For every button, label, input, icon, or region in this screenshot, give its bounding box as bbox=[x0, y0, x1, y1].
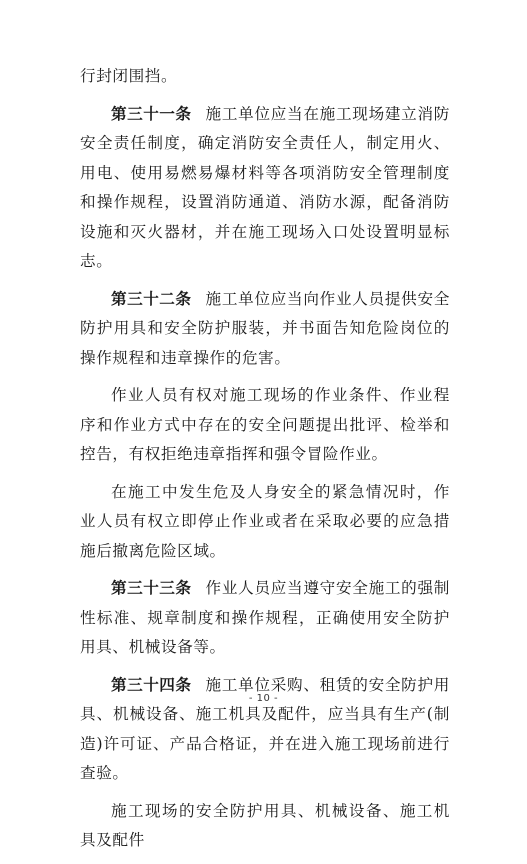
article-32 bbox=[80, 285, 450, 374]
article-31 bbox=[80, 100, 450, 277]
paragraph-text: 作业人员有权对施工现场的作业条件、作业程序和作业方式中存在的安全问题提出批评、检举和控告，有权拒绝违章指挥和强令冒险作业。 bbox=[80, 386, 450, 463]
paragraph-text: 施工现场的安全防护用具、机械设备、施工机具及配件 bbox=[80, 801, 450, 849]
paragraph-continuation bbox=[80, 62, 450, 92]
paragraph-text: 施工单位采购、租赁的安全防护用具、机械设备、施工机具及配件，应当具有生产(制造)许可证、产品合格证，并在进入施工现场前进行查验。 bbox=[80, 675, 450, 782]
article-34-paragraph-2 bbox=[80, 797, 450, 856]
article-34 bbox=[80, 671, 450, 789]
article-33 bbox=[80, 574, 450, 663]
article-32-paragraph-2 bbox=[80, 381, 450, 470]
paragraph-text: 作业人员应当遵守安全施工的强制性标准、规章制度和操作规程，正确使用安全防护用具、机械设备等。 bbox=[80, 579, 450, 656]
page-number: - 10 - bbox=[248, 693, 279, 704]
article-number: 第三十二条 bbox=[111, 289, 192, 308]
article-number: 第三十三条 bbox=[111, 579, 192, 597]
paragraph-text: 在施工中发生危及人身安全的紧急情况时，作业人员有权立即停止作业或者在采取必要的应急措施后撤离危险区域。 bbox=[80, 482, 450, 560]
paragraph-text: 施工单位应当在施工现场建立消防安全责任制度，确定消防安全责任人，制定用火、用电、使用易燃易爆材料等各项消防安全管理制度和操作规程，设置消防通道、消防水源，配备消防设施和灭火器材，并在施工现场入口处设置明显标志。 bbox=[80, 104, 450, 270]
paragraph-text: 施工单位应当向作业人员提供安全防护用具和安全防护服装，并书面告知危险岗位的操作规程和违章操作的危害。 bbox=[80, 289, 450, 367]
article-number: 第三十四条 bbox=[111, 675, 192, 694]
document-body bbox=[80, 62, 450, 864]
article-number: 第三十一条 bbox=[111, 104, 192, 123]
article-32-paragraph-3 bbox=[80, 478, 450, 567]
paragraph-text: 行封闭围挡。 bbox=[80, 67, 178, 85]
